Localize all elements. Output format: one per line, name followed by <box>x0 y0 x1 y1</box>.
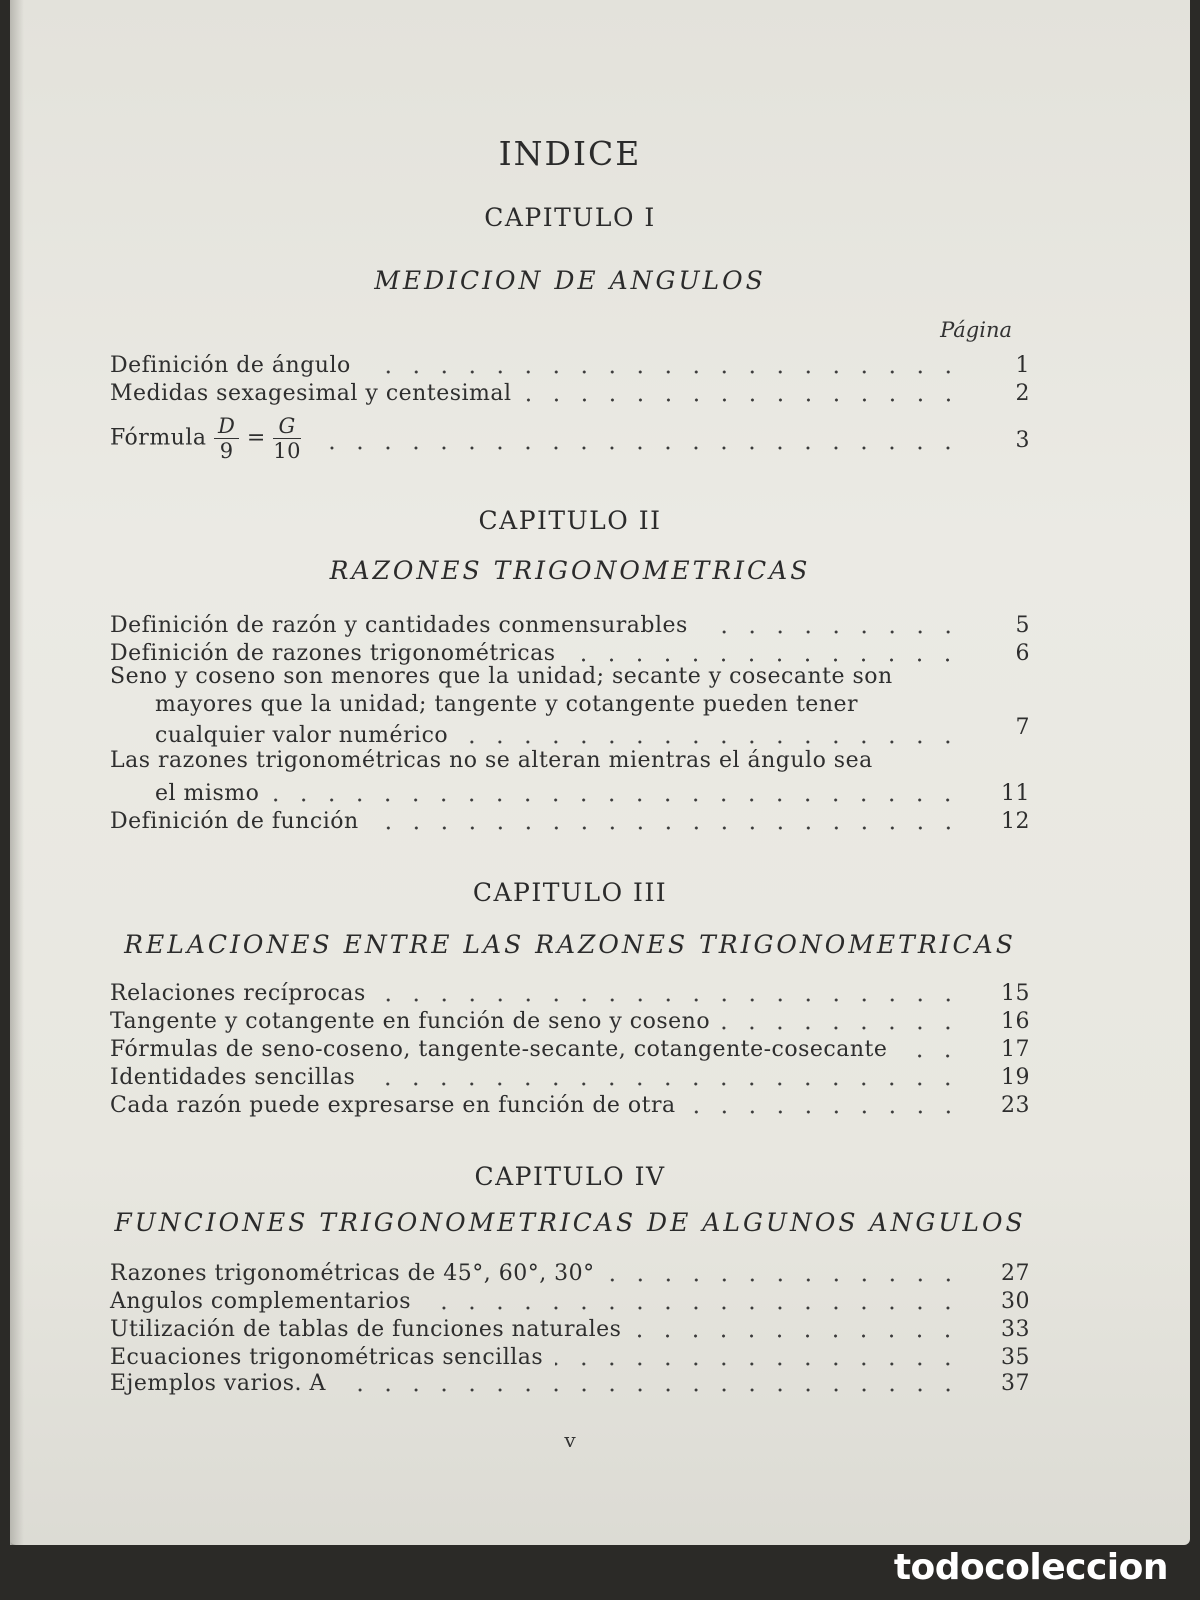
toc-entry <box>110 1284 1030 1314</box>
toc-entry-page: 16 <box>1001 1009 1030 1034</box>
watermark-logo: todocoleccion <box>893 1547 1168 1588</box>
formula-numerator: D <box>214 414 239 439</box>
toc-entry <box>110 1366 1030 1396</box>
toc-entry-page: 1 <box>1015 353 1030 378</box>
formula-fraction-2 <box>273 414 301 463</box>
page-number: v <box>564 1428 576 1452</box>
toc-entry <box>110 776 1030 806</box>
toc-entry-text: Las razones trigonométricas no se alteran mientras el ángulo sea <box>110 748 873 773</box>
chapter-4-subtitle: FUNCIONES TRIGONOMETRICAS DE ALGUNOS ANGULOS <box>114 1208 1026 1237</box>
toc-entry-text: Identidades sencillas <box>110 1065 356 1090</box>
toc-entry-text: Relaciones recíprocas <box>110 981 366 1006</box>
toc-entry-page: 23 <box>1001 1093 1030 1118</box>
toc-entry-text: Definición de ángulo <box>110 353 351 378</box>
toc-entry-page: 15 <box>1001 981 1030 1006</box>
toc-entry-text: Definición de razón y cantidades conmensurables <box>110 613 688 638</box>
formula-label: Fórmula <box>110 425 207 451</box>
formula-denominator: 10 <box>273 439 302 463</box>
index-title: INDICE <box>498 134 642 173</box>
chapter-1-subtitle: MEDICION DE ANGULOS <box>374 266 766 295</box>
toc-entry-page: 35 <box>1001 1345 1030 1370</box>
toc-entry <box>110 1032 1030 1062</box>
toc-entry-page: 37 <box>1001 1371 1030 1396</box>
toc-entry <box>110 715 1030 748</box>
toc-entry-text: el mismo <box>155 781 260 806</box>
toc-entry-text: Medidas sexagesimal y centesimal <box>110 381 512 406</box>
formula-fraction-1 <box>214 414 239 463</box>
toc-entry-page: 5 <box>1015 613 1030 638</box>
toc-entry-text: Utilización de tablas de funciones naturales <box>110 1317 622 1342</box>
toc-entry <box>110 976 1030 1006</box>
toc-entry <box>110 608 1030 638</box>
toc-entry <box>110 1004 1030 1034</box>
formula-numerator: G <box>273 414 301 439</box>
toc-entry-text: Seno y coseno son menores que la unidad; secante y cosecante son <box>110 664 893 689</box>
pagina-label: Página <box>940 318 1012 342</box>
chapter-3-heading: CAPITULO III <box>472 878 668 907</box>
chapter-2-subtitle: RAZONES TRIGONOMETRICAS <box>329 556 811 585</box>
toc-entry-formula <box>110 415 1030 465</box>
chapter-4-heading: CAPITULO IV <box>474 1162 666 1191</box>
toc-entry <box>110 348 1030 378</box>
formula-denominator: 9 <box>219 439 234 463</box>
toc-entry-page: 33 <box>1001 1317 1030 1342</box>
toc-entry-text: Razones trigonométricas de 45°, 60°, 30° <box>110 1261 595 1286</box>
toc-entry-page: 27 <box>1001 1261 1030 1286</box>
toc-entry-text: Definición de función <box>110 809 359 834</box>
toc-entry-page: 2 <box>1015 381 1030 406</box>
toc-entry-page: 3 <box>1015 428 1030 453</box>
toc-entry-text <box>110 414 301 463</box>
toc-entry-text: Definición de razones trigonométricas <box>110 641 556 666</box>
toc-entry-page: 17 <box>1001 1037 1030 1062</box>
toc-entry <box>110 1256 1030 1286</box>
toc-entry <box>110 804 1030 834</box>
toc-entry-page: 30 <box>1001 1289 1030 1314</box>
toc-entry-text: Ecuaciones trigonométricas sencillas <box>110 1345 544 1370</box>
toc-entry-page: 19 <box>1001 1065 1030 1090</box>
toc-entry <box>110 636 1030 666</box>
toc-entry <box>110 1060 1030 1090</box>
toc-entry-page: 11 <box>1001 781 1030 806</box>
chapter-2-heading: CAPITULO II <box>478 506 662 535</box>
formula-equals: = <box>246 425 266 451</box>
toc-entry-page: 12 <box>1001 809 1030 834</box>
toc-entry-page: 6 <box>1015 641 1030 666</box>
toc-entry <box>110 1088 1030 1118</box>
toc-entry-text: cualquier valor numérico <box>155 723 449 748</box>
toc-entry <box>110 1312 1030 1342</box>
chapter-3-subtitle: RELACIONES ENTRE LAS RAZONES TRIGONOMETRICAS <box>124 930 1016 959</box>
toc-entry-text: Angulos complementarios <box>110 1289 412 1314</box>
toc-entry-text: Tangente y cotangente en función de seno y coseno <box>110 1009 711 1034</box>
book-page <box>10 0 1190 1545</box>
chapter-1-heading: CAPITULO I <box>484 203 656 232</box>
toc-entry-page: 7 <box>1015 715 1030 740</box>
toc-entry <box>110 376 1030 406</box>
toc-entry-text: mayores que la unidad; tangente y cotangente pueden tener <box>155 692 859 717</box>
toc-entry-text: Cada razón puede expresarse en función de otra <box>110 1093 676 1118</box>
toc-entry-text: Fórmulas de seno-coseno, tangente-secante, cotangente-cosecante <box>110 1037 888 1062</box>
toc-entry-text: Ejemplos varios. A <box>110 1371 326 1396</box>
